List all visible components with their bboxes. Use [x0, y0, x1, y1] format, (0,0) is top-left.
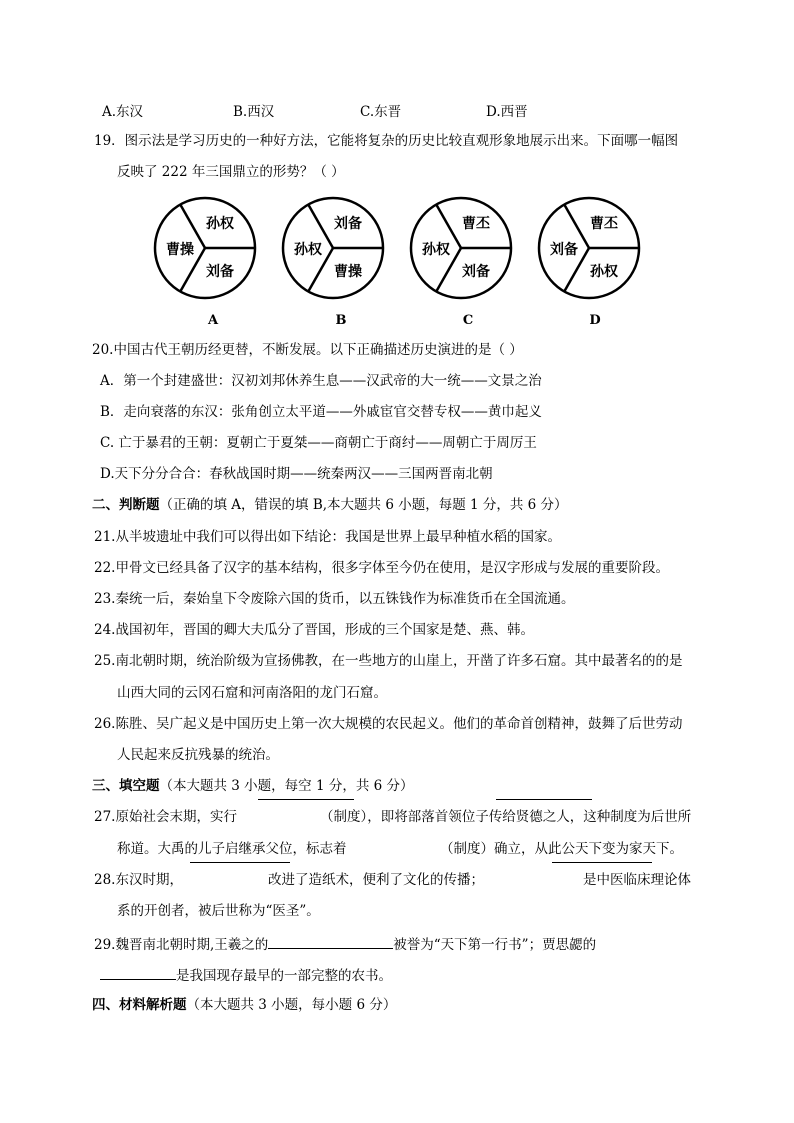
q29-line2 [100, 965, 392, 985]
diagram-c-segment-1: 曹丕 [462, 216, 490, 232]
q18-option-a: A.东汉 [102, 104, 144, 120]
q29-line1 [94, 934, 596, 954]
q25-line1: 25.南北朝时期，统治阶级为宣扬佛教，在一些地方的山崖上，开凿了许多石窟。其中最著名的的是 [94, 653, 683, 669]
diagram-d-segment-2: 孙权 [590, 264, 618, 280]
q27-blank-1[interactable] [258, 799, 354, 800]
section3-title: 三、填空题 [92, 778, 160, 794]
q27-part4: （制度）确立，从此公天下变为家天下。 [440, 841, 683, 857]
q28-part1: 28.东汉时期， [94, 872, 183, 888]
q22: 22.甲骨文已经具备了汉字的基本结构，很多字体至今仍在使用，是汉字形成与发展的重要阶段。 [94, 560, 669, 576]
diagram-a-label: A [207, 313, 219, 328]
q21: 21.从半坡遗址中我们可以得出如下结论：我国是世界上最早种植水稻的国家。 [94, 529, 561, 545]
q27-part2: （制度），即将部落首领位子传给贤德之人，这种制度为后世所 [320, 809, 692, 825]
q29-part2: 被誉为“天下第一行书”；贾思勰的 [393, 937, 597, 953]
diagram-c [411, 198, 511, 328]
diagram-a-segment-2: 刘备 [206, 264, 234, 280]
q18-option-b: B.西汉 [233, 104, 275, 120]
q29-blank-2[interactable] [100, 965, 176, 980]
q20-option-d: D.天下分分合合：春秋战国时期——统秦两汉——三国两晋南北朝 [100, 466, 493, 482]
q19-stem-line1: 19．图示法是学习历史的一种好方法，它能将复杂的历史比较直观形象地展示出来。下面哪一幅图 [94, 133, 679, 149]
q28-part3: 是中医临床理论体 [583, 872, 691, 888]
q29-part3: 是我国现存最早的一部完整的农书。 [176, 968, 392, 984]
diagram-b-label: B [335, 313, 347, 328]
diagram-b-segment-3: 孙权 [294, 242, 322, 258]
q27-blank-line-top [496, 799, 592, 800]
diagram-b-segment-1: 刘备 [334, 216, 362, 232]
diagram-d-label: D [589, 313, 601, 328]
q26-line1: 26.陈胜、吴广起义是中国历史上第一次大规模的农民起义。他们的革命首创精神，鼓舞了后世劳动 [94, 716, 683, 732]
section4-note: （本大题共 3 小题，每小题 6 分） [186, 997, 397, 1013]
q18-option-c: C.东晋 [360, 104, 402, 120]
diagram-d-segment-3: 刘备 [550, 242, 578, 258]
section4-heading [92, 996, 396, 1014]
diagram-d [539, 198, 639, 328]
section2-note: （正确的填 A，错误的填 B,本大题共 6 小题，每题 1 分，共 6 分） [159, 497, 568, 513]
q18-option-d: D.西晋 [486, 104, 528, 120]
section3-note: （本大题共 3 小题，每空 1 分，共 6 分） [159, 778, 414, 794]
section3-heading [92, 777, 414, 795]
diagram-b-segment-2: 曹操 [334, 264, 362, 280]
q29-blank-1[interactable] [268, 934, 393, 949]
q28-part4: 系的开创者，被后世称为“医圣”。 [117, 903, 320, 919]
diagram-c-label: C [462, 313, 474, 328]
diagram-a-segment-1: 孙权 [206, 216, 234, 232]
q29-part1: 29.魏晋南北朝时期,王羲之的 [94, 937, 269, 953]
diagram-a [155, 198, 255, 328]
diagram-c-segment-3: 孙权 [422, 242, 450, 258]
section2-title: 二、判断题 [92, 497, 160, 513]
q23: 23.秦统一后，秦始皇下令废除六国的货币，以五铢钱作为标准货币在全国流通。 [94, 591, 575, 607]
q24: 24.战国初年，晋国的卿大夫瓜分了晋国，形成的三个国家是楚、燕、韩。 [94, 622, 534, 638]
q27-part1: 27.原始社会末期，实行 [94, 809, 237, 825]
diagram-c-segment-2: 刘备 [462, 264, 490, 280]
q27-blank-2[interactable] [190, 862, 290, 863]
q28-part2: 改进了造纸术，便利了文化的传播； [268, 872, 484, 888]
q19-stem-line2: 反映了 222 年三国鼎立的形势？（ ） [117, 164, 345, 180]
section4-title: 四、材料解析题 [92, 997, 187, 1013]
q20-option-b: B．走向衰落的东汉：张角创立太平道——外戚宦官交替专权——黄巾起义 [100, 404, 542, 420]
three-kingdoms-diagrams [0, 196, 794, 336]
section2-heading [92, 496, 568, 514]
q20-stem: 20.中国古代王朝历经更替，不断发展。以下正确描述历史演进的是（ ） [92, 342, 523, 358]
q28-blank-line-top [552, 862, 652, 863]
q25-line2: 山西大同的云冈石窟和河南洛阳的龙门石窟。 [117, 685, 387, 701]
q26-line2: 人民起来反抗残暴的统治。 [117, 747, 279, 763]
diagram-d-segment-1: 曹丕 [590, 216, 618, 232]
q20-option-a: A．第一个封建盛世：汉初刘邦休养生息——汉武帝的大一统——文景之治 [100, 373, 542, 389]
q20-option-c: C. 亡于暴君的王朝：夏朝亡于夏桀——商朝亡于商纣——周朝亡于周厉王 [100, 435, 537, 451]
diagram-b [283, 198, 383, 328]
diagram-a-segment-3: 曹操 [166, 242, 194, 258]
q27-part3: 称道。大禹的儿子启继承父位，标志着 [117, 841, 347, 857]
